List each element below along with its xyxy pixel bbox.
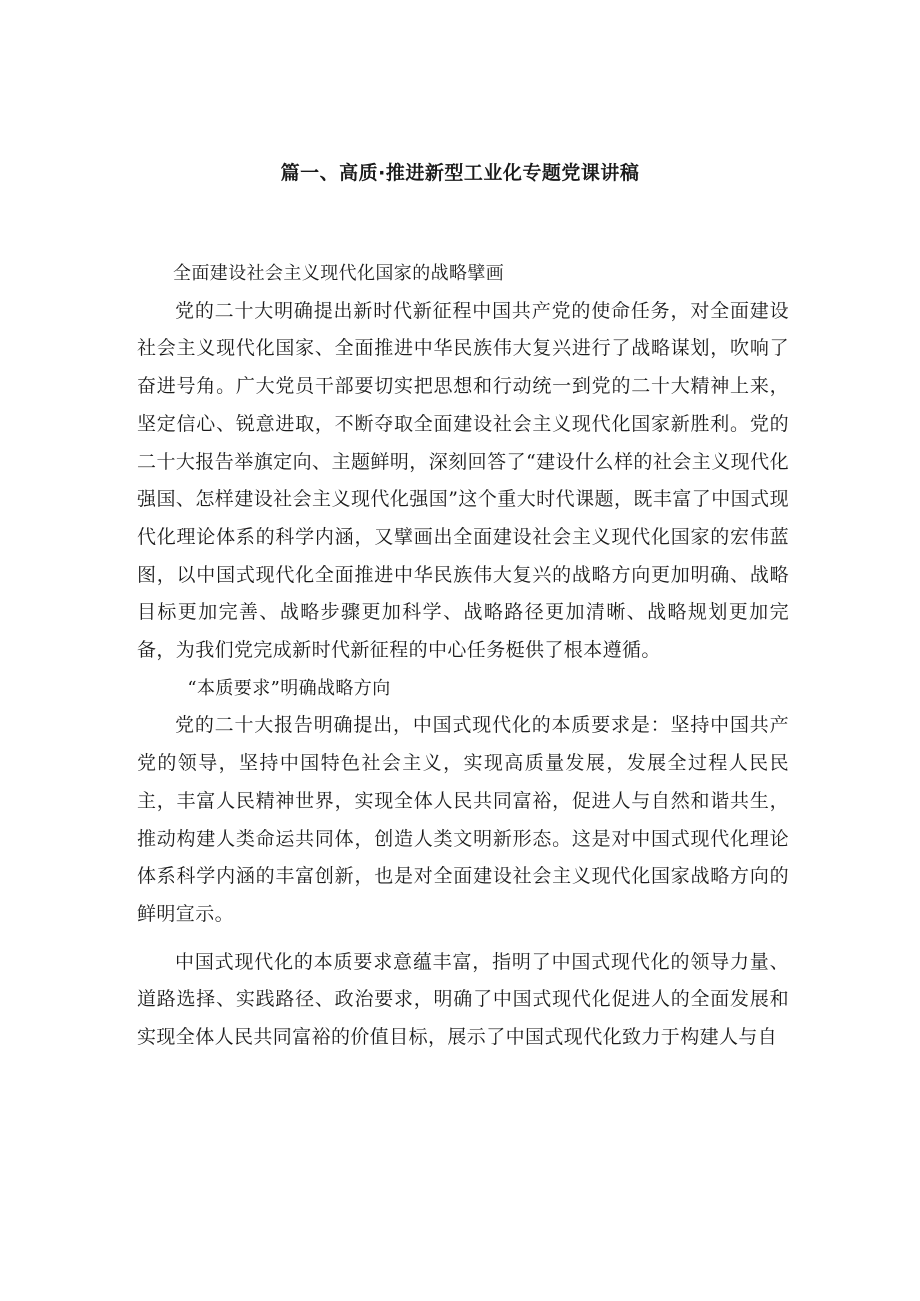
document-title: 篇一、高质·推进新型工业化专题党课讲稿 [280, 162, 640, 184]
document-body [137, 255, 789, 1057]
paragraph: 中国式现代化的本质要求意蕴丰富，指明了中国式现代化的领导力量、道路选择、实践路径、政治要求，明确了中国式现代化促进人的全面发展和实现全体人民共同富裕的价值目标，展示了中国式现代化致力于构建人与自 [137, 950, 789, 1049]
section-heading-essential-requirements: “本质要求”明确战略方向 [187, 677, 391, 699]
paragraph-spacer [137, 934, 789, 944]
paragraph: 党的二十大报告明确提出，中国式现代化的本质要求是：坚持中国共产党的领导，坚持中国特色社会主义，实现高质量发展，发展全过程人民民主，丰富人民精神世界，实现全体人民共同富裕，促进人与自然和谐共生，推动构建人类命运共同体，创造人类文明新形态。这是对中国式现代化理论体系科学内涵的丰富创新，也是对全面建设社会主义现代化国家战略方向的鲜明宣示。 [137, 714, 789, 925]
paragraph: 党的二十大明确提出新时代新征程中国共产党的使命任务，对全面建设社会主义现代化国家、全面推进中华民族伟大复兴进行了战略谋划，吹响了奋进号角。广大党员干部要切实把思想和行动统一到党的二十大精神上来，坚定信心、锐意进取，不断夺取全面建设社会主义现代化国家新胜利。党的二十大报告举旗定向、主题鲜明，深刻回答了“建设什么样的社会主义现代化强国、怎样建设社会主义现代化强国”这个重大时代课题，既丰富了中国式现代化理论体系的科学内涵，又擘画出全面建设社会主义现代化国家的宏伟蓝图，以中国式现代化全面推进中华民族伟大复兴的战略方向更加明确、战略目标更加完善、战略步骤更加科学、战略路径更加清晰、战略规划更加完备，为我们党完成新时代新征程的中心任务梃供了根本遵循。 [137, 299, 789, 662]
section-heading-strategic-plan: 全面建设社会主义现代化国家的战略擘画 [173, 263, 505, 284]
